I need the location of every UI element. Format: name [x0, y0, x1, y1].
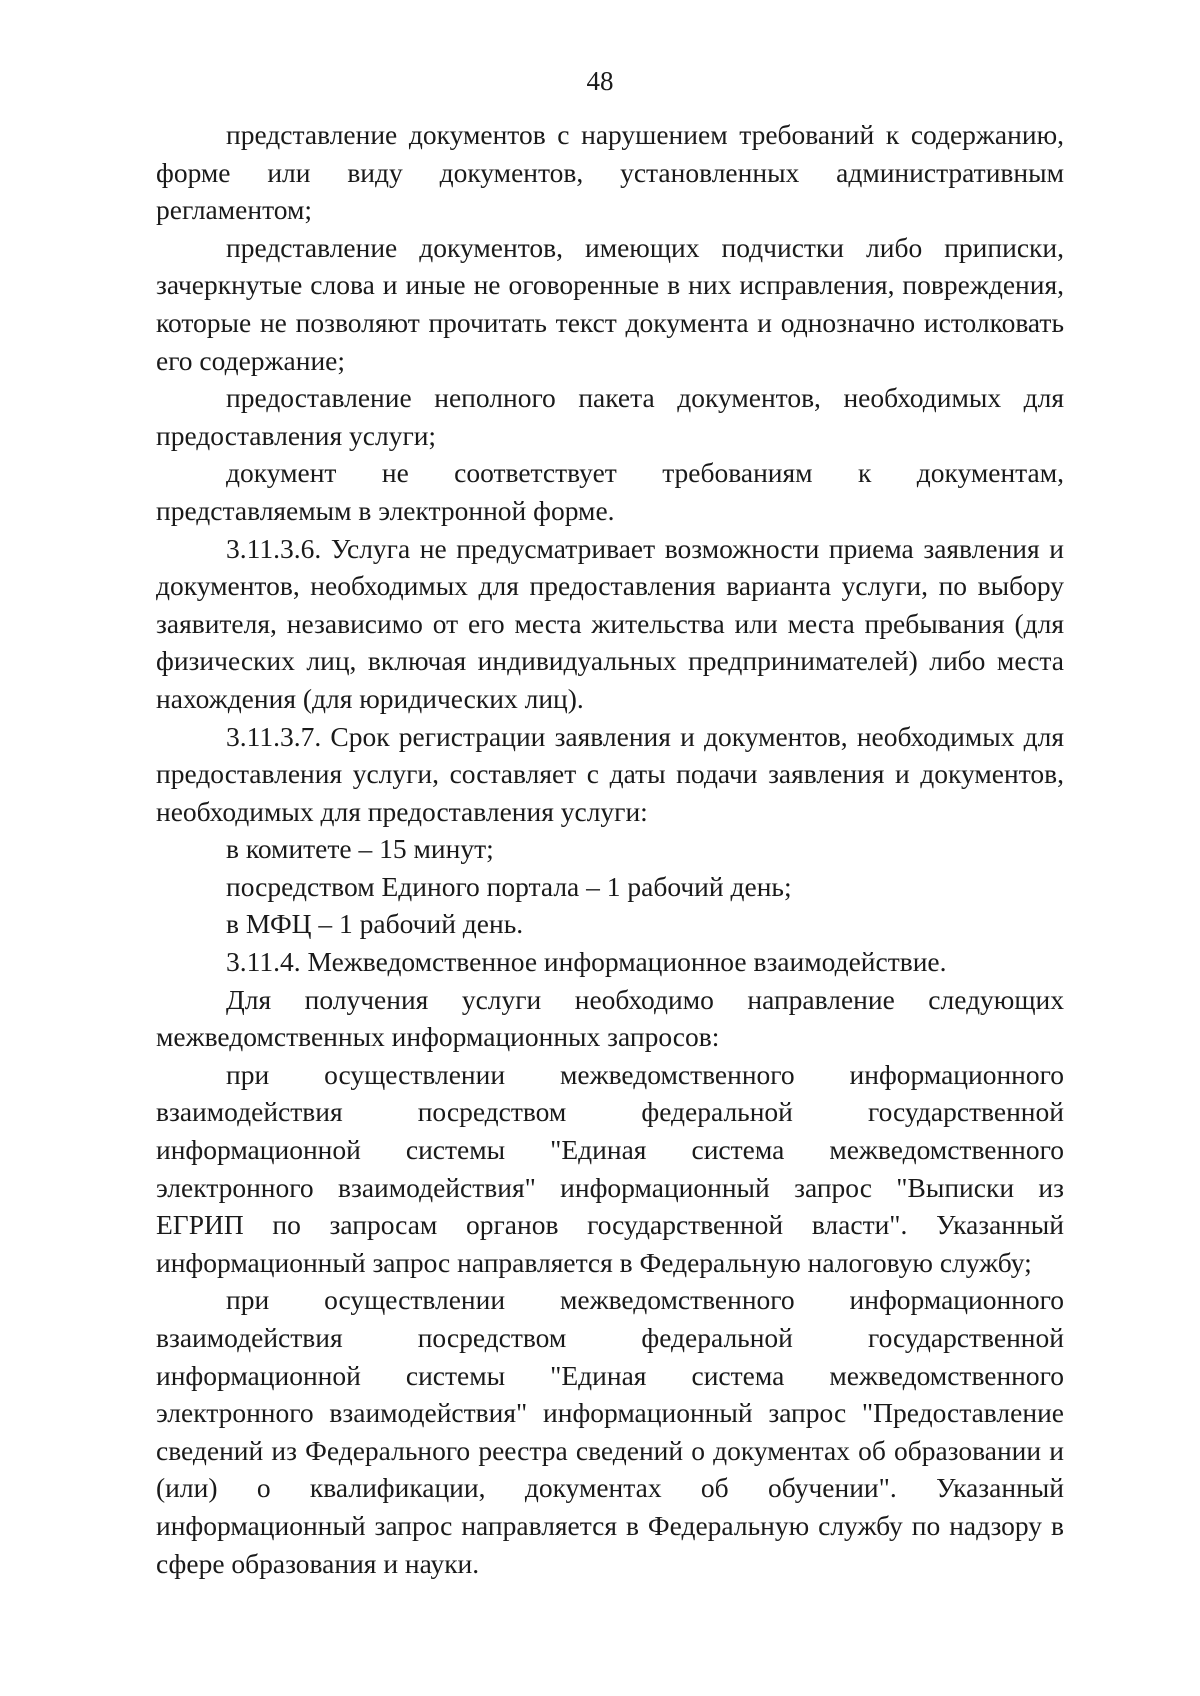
paragraph-committee-term: в комитете – 15 минут;: [226, 833, 494, 865]
paragraph-document-corrections: представление документов, имеющих подчистки либо приписки, зачеркнутые слова и иные не оговоренные в них исправления, повреждения, которые не позволяют прочитать текст документа и однозначно истолковать его содержание;: [156, 231, 1064, 376]
paragraph-education-request: при осуществлении межведомственного информационного взаимодействия посредством федеральной государственной информационной системы "Единая система межведомственного электронного взаимодействия" информационный запрос "Предоставление сведений из Федерального реестра сведений о документах об образовании и (или) о квалификации, документах об обучении". Указанный информационный запрос направляется в Федеральную службу по надзору в сфере образования и науки.: [156, 1284, 1064, 1579]
paragraph-egrip-request: при осуществлении межведомственного информационного взаимодействия посредством федеральной государственной информационной системы "Единая система межведомственного электронного взаимодействия" информационный запрос "Выписки из ЕГРИП по запросам органов государственной власти". Указанный информационный запрос направляется в Федеральную налоговую службу;: [156, 1058, 1064, 1278]
paragraph-document-violation: представление документов с нарушением требований к содержанию, форме или виду документов, установленных административным регламентом;: [156, 119, 1064, 226]
paragraph-section-3-11-3-7: 3.11.3.7. Срок регистрации заявления и документов, необходимых для предоставления услуги, составляет с даты подачи заявления и документов, необходимых для предоставления услуги:: [156, 720, 1064, 827]
page-number: 48: [586, 66, 614, 96]
paragraph-mfc-term: в МФЦ – 1 рабочий день.: [226, 908, 524, 940]
paragraph-section-3-11-4: 3.11.4. Межведомственное информационное взаимодействие.: [226, 946, 947, 978]
paragraph-electronic-form: документ не соответствует требованиям к документам, представляемым в электронной форме.: [156, 457, 1064, 526]
document-body: [156, 116, 1064, 1582]
paragraph-incomplete-package: предоставление неполного пакета документов, необходимых для предоставления услуги;: [156, 382, 1064, 451]
paragraph-portal-term: посредством Единого портала – 1 рабочий день;: [226, 870, 792, 902]
paragraph-requests-intro: Для получения услуги необходимо направление следующих межведомственных информационных запросов:: [156, 983, 1064, 1053]
paragraph-section-3-11-3-6: 3.11.3.6. Услуга не предусматривает возможности приема заявления и документов, необходимых для предоставления варианта услуги, по выбору заявителя, независимо от его места жительства или места пребывания (для физических лиц, включая индивидуальных предпринимателей) либо места нахождения (для юридических лиц).: [156, 532, 1064, 714]
